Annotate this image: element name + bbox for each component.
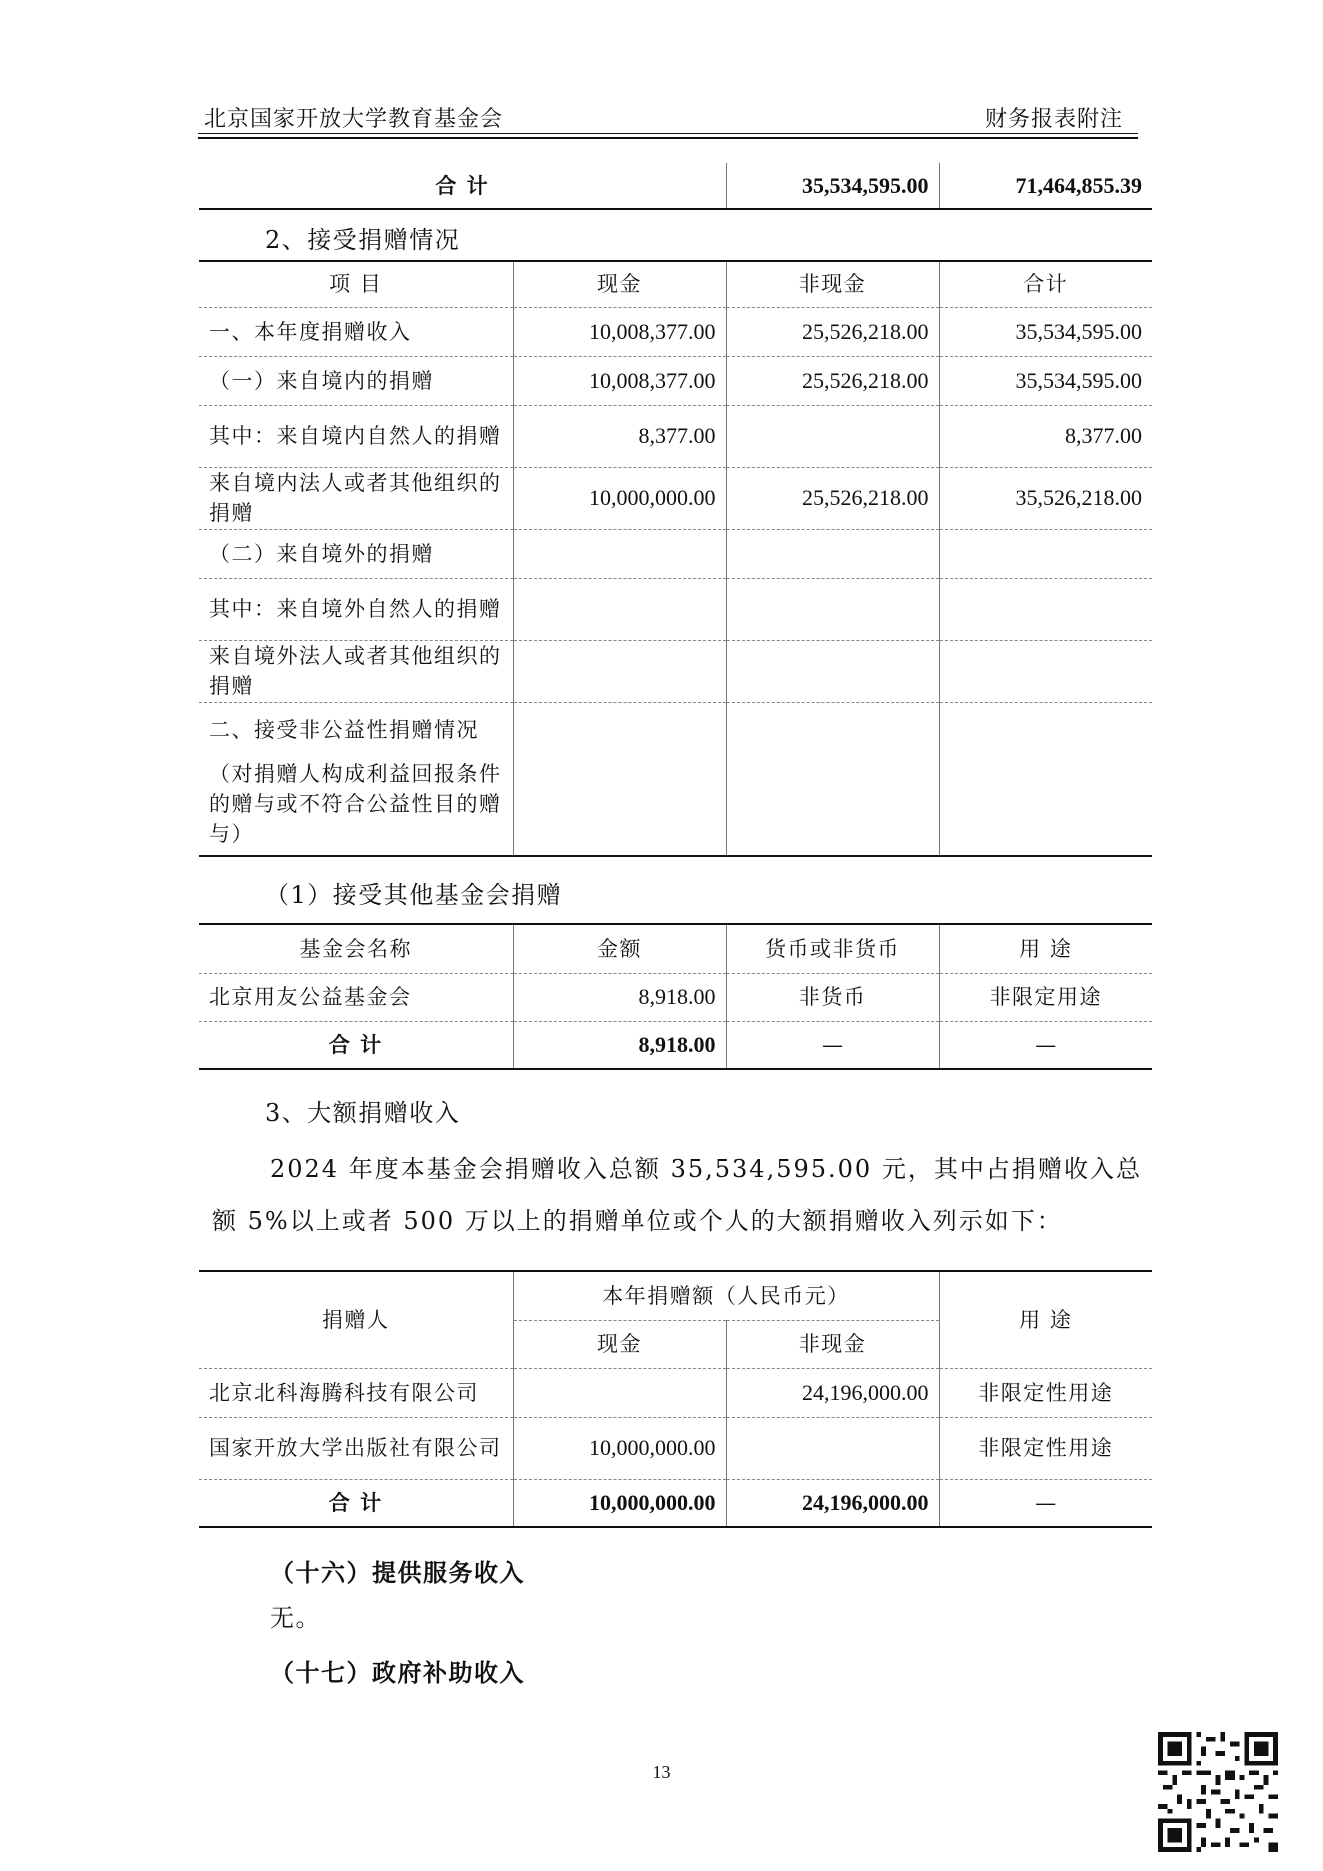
cash-value [513,702,726,856]
nonpublic-label [199,702,513,856]
col-header-foundation: 基金会名称 [199,924,513,973]
donor-name: 北京北科海腾科技有限公司 [199,1368,513,1417]
col-header-use: 用 途 [939,924,1152,973]
row-label: 其中：来自境内自然人的捐赠 [199,405,513,467]
total-value: 35,526,218.00 [939,467,1152,529]
large-total-label: 合 计 [199,1479,513,1527]
cash-value [513,640,726,702]
col-header-cash: 现金 [513,261,726,307]
large-header-row-1 [199,1271,1152,1320]
large-total-cash: 10,000,000.00 [513,1479,726,1527]
total-value: 8,377.00 [939,405,1152,467]
col-header-noncash: 非现金 [726,1320,939,1368]
section-16-body: 无。 [270,1604,321,1632]
foundation-type: 非货币 [726,973,939,1021]
header-doc-title: 财务报表附注 [984,107,1123,132]
total-value [939,702,1152,856]
donor-name: 国家开放大学出版社有限公司 [199,1417,513,1479]
noncash-value: 25,526,218.00 [726,356,939,405]
cash-value [513,578,726,640]
noncash-value [726,529,939,578]
col-header-cash: 现金 [513,1320,726,1368]
noncash-value [726,1417,939,1479]
cash-value [513,1368,726,1417]
cash-value: 8,377.00 [513,405,726,467]
cash-value [513,529,726,578]
noncash-value: 24,196,000.00 [726,1368,939,1417]
foundations-total-row [199,1021,1152,1069]
large-total-noncash: 24,196,000.00 [726,1479,939,1527]
nonpublic-title: 二、接受非公益性捐赠情况 [209,717,479,742]
verification-qr-code-icon [1158,1732,1278,1852]
section-3-paragraph: 2024 年度本基金会捐赠收入总额 35,534,595.00 元，其中占捐赠收入总额 5%以上或者 500 万以上的捐赠单位或个人的大额捐赠收入列示如下： [212,1155,1142,1235]
table-row [199,973,1152,1021]
table-row [199,307,1152,356]
use-value: 非限定性用途 [939,1417,1152,1479]
foundations-total-type: — [726,1021,939,1069]
noncash-value [726,702,939,856]
table-row-nonpublic [199,702,1152,856]
table-row [199,405,1152,467]
noncash-value: 25,526,218.00 [726,467,939,529]
col-header-item: 项 目 [199,261,513,307]
row-label: 来自境内法人或者其他组织的捐赠 [199,467,513,529]
col-header-use: 用 途 [939,1271,1152,1368]
foundations-total-label: 合 计 [199,1021,513,1069]
carryover-total-table [199,163,1152,210]
large-total-use: — [939,1479,1152,1527]
section-2-heading: 2、接受捐赠情况 [265,226,461,254]
donations-header-row [199,261,1152,307]
table-row [199,529,1152,578]
cash-value: 10,008,377.00 [513,356,726,405]
donations-table [199,260,1152,857]
total-value [939,578,1152,640]
col-header-noncash: 非现金 [726,261,939,307]
large-total-row [199,1479,1152,1527]
foundations-header-row [199,924,1152,973]
row-label: 来自境外法人或者其他组织的捐赠 [199,640,513,702]
page-number: 13 [652,1762,671,1782]
noncash-value: 25,526,218.00 [726,307,939,356]
cash-value: 10,000,000.00 [513,467,726,529]
row-label: 其中：来自境外自然人的捐赠 [199,578,513,640]
section-17-heading: （十七）政府补助收入 [270,1658,525,1687]
row-label: （一）来自境内的捐赠 [199,356,513,405]
section-16-heading: （十六）提供服务收入 [270,1558,525,1587]
use-value: 非限定性用途 [939,1368,1152,1417]
carryover-total-label: 合 计 [199,163,726,209]
col-header-annual-amount: 本年捐赠额（人民币元） [513,1271,939,1320]
noncash-value [726,578,939,640]
table-row [199,578,1152,640]
col-header-type: 货币或非货币 [726,924,939,973]
cash-value: 10,000,000.00 [513,1417,726,1479]
table-row [199,640,1152,702]
foundation-name: 北京用友公益基金会 [199,973,513,1021]
total-value [939,640,1152,702]
header-org: 北京国家开放大学教育基金会 [204,107,504,132]
total-value [939,529,1152,578]
nonpublic-note: （对捐赠人构成利益回报条件的赠与或不符合公益性目的赠与） [209,761,502,846]
subsection-1-heading: （1）接受其他基金会捐赠 [265,881,563,909]
table-row [199,1368,1152,1417]
col-header-donor: 捐赠人 [199,1271,513,1368]
carryover-total-value-1: 35,534,595.00 [726,163,939,209]
table-row [199,356,1152,405]
row-label: 一、本年度捐赠收入 [199,307,513,356]
cash-value: 10,008,377.00 [513,307,726,356]
noncash-value [726,640,939,702]
col-header-total: 合计 [939,261,1152,307]
total-value: 35,534,595.00 [939,307,1152,356]
header-rule-thick [198,137,1138,139]
foundation-amount: 8,918.00 [513,973,726,1021]
foundation-use: 非限定用途 [939,973,1152,1021]
noncash-value [726,405,939,467]
foundations-total-amount: 8,918.00 [513,1021,726,1069]
col-header-amount: 金额 [513,924,726,973]
carryover-total-value-2: 71,464,855.39 [939,163,1152,209]
table-row [199,467,1152,529]
foundations-table [199,923,1152,1070]
table-row [199,1417,1152,1479]
large-donations-table [199,1270,1152,1528]
section-3-heading: 3、大额捐赠收入 [265,1099,461,1127]
total-value: 35,534,595.00 [939,356,1152,405]
foundations-total-use: — [939,1021,1152,1069]
header-rule [198,133,1138,134]
row-label: （二）来自境外的捐赠 [199,529,513,578]
